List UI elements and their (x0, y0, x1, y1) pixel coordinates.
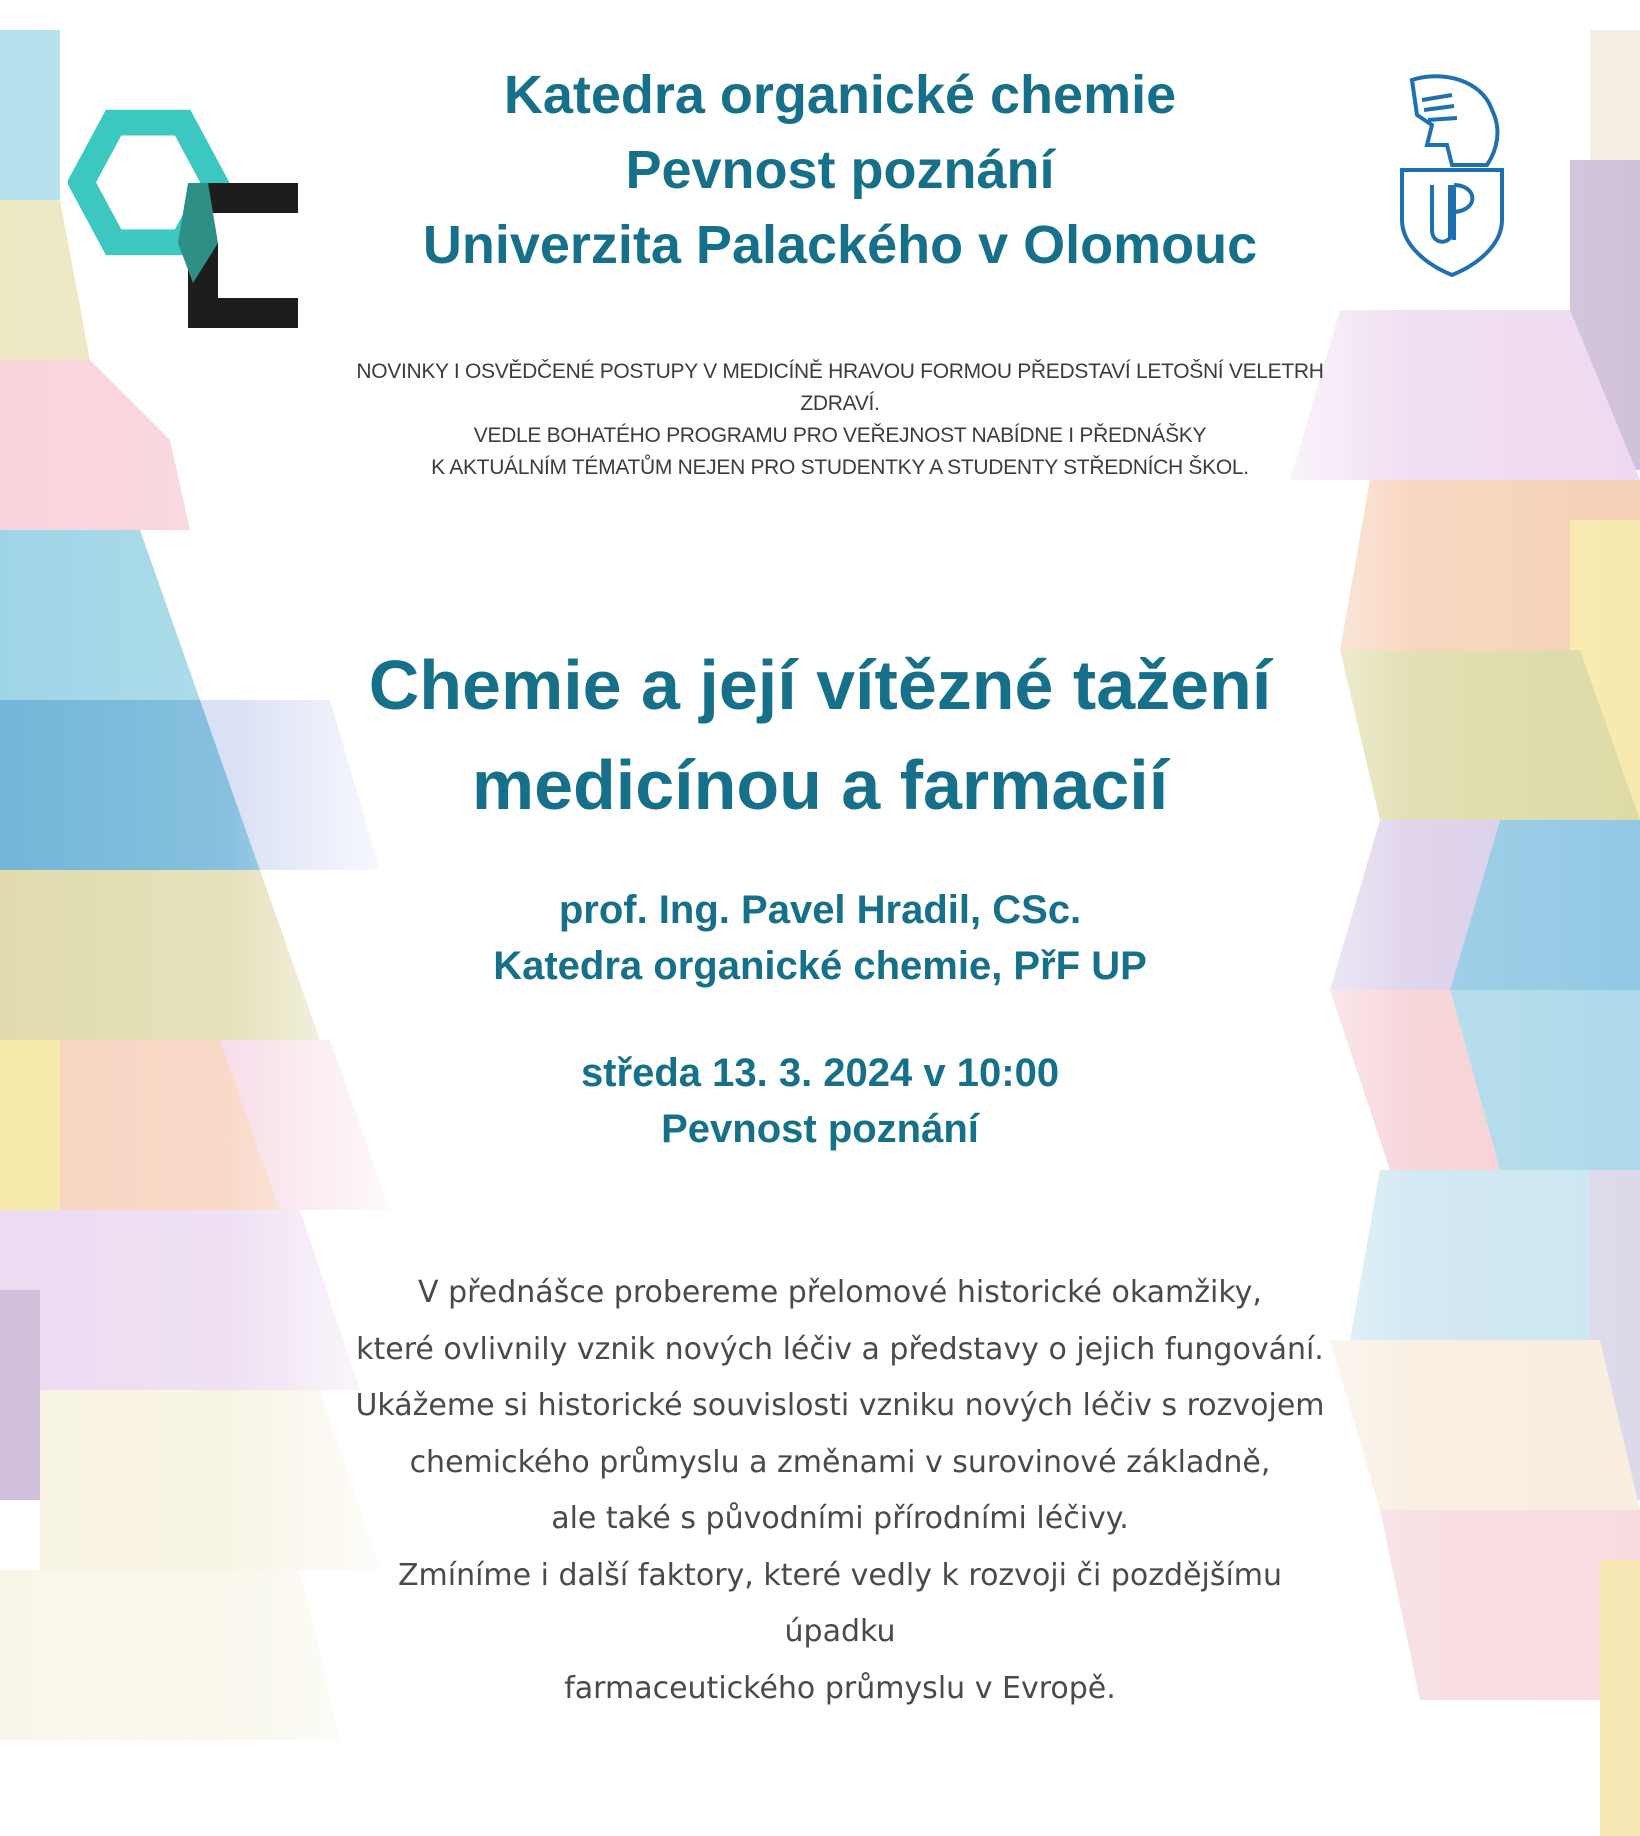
header-line-university: Univerzita Palackého v Olomouc (422, 215, 1258, 275)
intro-line: VEDLE BOHATÉHO PROGRAMU PRO VEŘEJNOST NABÍDNE I PŘEDNÁŠKY (473, 424, 1207, 447)
talk-title-line: medicínou a farmacií (471, 746, 1169, 824)
header-title-block (340, 58, 1340, 283)
abstract-line: Ukážeme si historické souvislosti vzniku nových léčiv s rozvojem (355, 1388, 1325, 1423)
abstract-line: farmaceutického průmyslu v Evropě. (564, 1670, 1116, 1706)
intro-line: K AKTUÁLNÍM TÉMATŮM NEJEN PRO STUDENTKY A STUDENTY STŘEDNÍCH ŠKOL. (431, 456, 1249, 479)
event-datetime: středa 13. 3. 2024 v 10:00 (580, 1051, 1060, 1095)
oc-hexagon-logo-icon (68, 108, 318, 333)
header-line-venue: Pevnost poznání (625, 140, 1055, 200)
intro-text-block (330, 356, 1350, 484)
event-place: Pevnost poznání (661, 1107, 979, 1151)
intro-line: NOVINKY I OSVĚDČENÉ POSTUPY V MEDICÍNĚ HRAVOU FORMOU PŘEDSTAVÍ LETOŠNÍ VELETRH ZDRAVÍ. (356, 360, 1324, 415)
abstract-line: chemického průmyslu a změnami v surovinové základně, (409, 1444, 1271, 1480)
abstract-line: V přednášce probereme přelomové historické okamžiky, (418, 1275, 1262, 1310)
abstract-text-block (340, 1265, 1340, 1717)
up-knight-helmet-logo-icon (1392, 70, 1512, 280)
speaker-name: prof. Ing. Pavel Hradil, CSc. (558, 888, 1082, 932)
event-date-place (480, 1045, 1160, 1157)
header-line-department: Katedra organické chemie (503, 65, 1177, 125)
talk-title (330, 635, 1310, 835)
talk-title-line: Chemie a její vítězné tažení (368, 646, 1272, 724)
speaker-affiliation: Katedra organické chemie, PřF UP (493, 944, 1147, 988)
speaker-block (430, 882, 1210, 994)
abstract-line: ale také s původními přírodními léčivy. (551, 1501, 1129, 1536)
abstract-line: které ovlivnily vznik nových léčiv a představy o jejich fungování. (356, 1331, 1324, 1367)
abstract-line: Zmíníme i další faktory, které vedly k rozvoji či pozdějšímu úpadku (397, 1557, 1283, 1649)
